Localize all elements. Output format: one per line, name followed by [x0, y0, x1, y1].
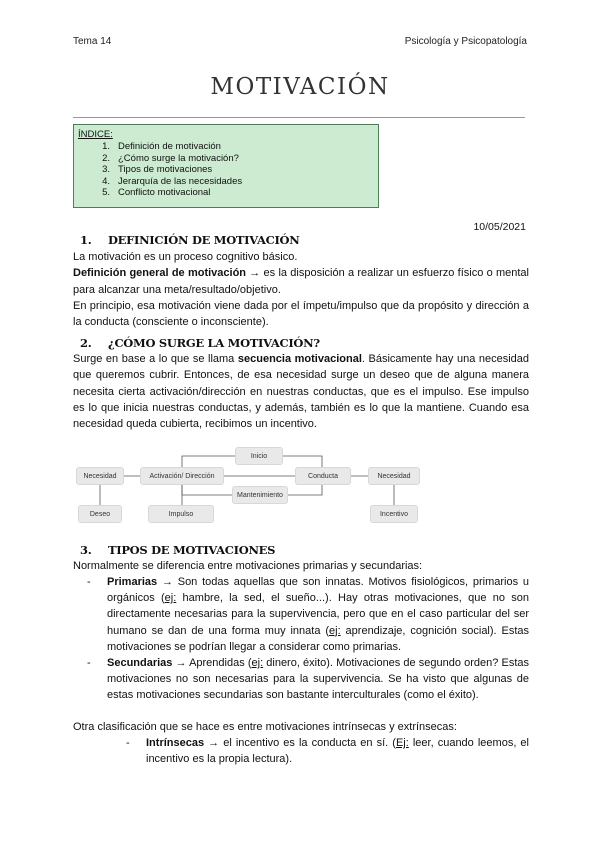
index-item: [78, 164, 378, 176]
index-item-number: 1.: [102, 141, 110, 152]
term-bold: secuencia motivacional: [237, 353, 362, 365]
list-item-primarias: - Primarias → Son todas aquellas que son innatas. Motivos fisiológicos, primarios u orgánicos (ej: hambre, la sed, el sueño...). Hay otras motivaciones, que no son directamente necesarias para la supervivencia, pero que en el caso particular del ser humano se dan de una forma muy innata (ej: aprendizaje, cognición social). Estas motivaciones se podrían llegar a considerar como primarias.: [87, 576, 530, 653]
section-3-heading: [80, 543, 275, 557]
node-incentivo: Incentivo: [370, 505, 418, 523]
item-text: → Son todas aquellas que son innatas. Motivos fisiológicos, primarios u orgánicos (: [107, 576, 529, 605]
paragraph: [73, 351, 529, 432]
document-date: 10/05/2021: [473, 221, 526, 233]
section-title: ¿CÓMO SURGE LA MOTIVACIÓN?: [108, 336, 320, 350]
node-necesidad: Necesidad: [76, 467, 124, 485]
index-item: [78, 141, 378, 153]
node-inicio: Inicio: [235, 447, 283, 465]
term-bold: Intrínsecas: [146, 737, 205, 749]
index-item: [78, 153, 378, 165]
index-item-text: Tipos de motivaciones: [118, 164, 213, 176]
example-marker: ej:: [164, 592, 177, 605]
term-bold: Primarias: [107, 576, 158, 588]
index-item: [78, 187, 378, 199]
motivational-sequence-diagram: [72, 443, 532, 531]
paragraph-text: . Básicamente hay una necesidad que queremos cubrir. Entonces, de esa necesidad surge un deseo que de alguna manera necesita cierta activación/dirección en nuestras conductas, que es el impulso. Ese impulso es lo que inicia nuestras conductas, y además, también es lo que la mantiene. Cuando esa necesidad queda cubierta, recibimos un incentivo.: [73, 353, 530, 431]
index-item-text: Conflicto motivacional: [118, 187, 211, 199]
diagram-connectors: [72, 443, 532, 531]
index-item-number: 4.: [102, 175, 110, 187]
example-marker: Ej:: [395, 737, 409, 749]
list-item-intrinsecas: - Intrínsecas → el incentivo es la conducta en sí. (Ej: leer, cuando leemos, el incentivo es la propia lectura).: [126, 737, 529, 766]
node-impulso: Impulso: [148, 505, 214, 523]
index-item-number: 2.: [102, 152, 110, 164]
item-text: dinero, éxito). Motivaciones de segundo orden? Estas motivaciones no son necesarias para la supervivencia. Se ha visto que algunas de estas motivaciones secundarias son bastante interculturales (como el éxito).: [107, 657, 530, 702]
index-item-number: 5.: [102, 187, 110, 199]
section-2-heading: [80, 336, 320, 350]
term-bold: Definición general de motivación: [73, 267, 247, 280]
section-3-other-classification: Otra clasificación que se hace es entre motivaciones intrínsecas y extrínsecas:: [73, 721, 457, 733]
section-title: TIPOS DE MOTIVACIONES: [108, 543, 276, 557]
paragraph: La motivación es un proceso cognitivo básico.: [73, 251, 298, 263]
index-box: [73, 124, 379, 208]
header-subject: Psicología y Psicopatología: [404, 36, 527, 47]
section-number: 2.: [80, 336, 92, 350]
paragraph-text: Surge en base a lo que se llama: [73, 353, 238, 365]
node-conducta: Conducta: [295, 467, 351, 485]
header-topic: Tema 14: [73, 36, 112, 47]
example-marker: ej:: [251, 657, 264, 670]
item-text: leer, cuando leemos, el incentivo es la propia lectura).: [146, 737, 529, 766]
page-title: MOTIVACIÓN: [210, 74, 390, 100]
section-number: 1.: [80, 233, 92, 247]
index-item-text: Definición de motivación: [118, 141, 221, 152]
index-item: [78, 176, 378, 188]
title-divider: [73, 117, 525, 118]
paragraph: En principio, esa motivación viene dada por el ímpetu/impulso que da propósito y dirección a la conducta (consciente o inconsciente).: [73, 299, 529, 329]
index-item-text: ¿Cómo surge la motivación?: [118, 152, 239, 164]
index-title: ÍNDICE:: [78, 129, 113, 140]
node-mantenimiento: Mantenimiento: [232, 486, 288, 504]
intrinsic-list: [126, 735, 529, 767]
node-necesidad-final: Necesidad: [368, 467, 420, 485]
section-title: DEFINICIÓN DE MOTIVACIÓN: [108, 233, 300, 247]
section-1-heading: [80, 233, 299, 247]
item-text: → el incentivo es la conducta en sí. (: [204, 737, 396, 749]
section-3-intro: Normalmente se diferencia entre motivaciones primarias y secundarias:: [73, 560, 423, 572]
item-text: hambre, la sed, el sueño...). Hay otras motivaciones, que no son directamente necesarias para la supervivencia, pero que en el caso particular del ser humano se dan de una forma muy innata (: [107, 592, 529, 637]
paragraph: [73, 265, 529, 298]
node-deseo: Deseo: [78, 505, 122, 523]
index-item-number: 3.: [102, 164, 110, 176]
section-2-body: [73, 351, 529, 432]
section-number: 3.: [80, 543, 92, 557]
term-bold: Secundarias: [107, 657, 173, 670]
paragraph-text: → es la disposición a realizar un esfuerzo físico o mental para alcanzar una meta/resultado/objetivo.: [73, 267, 529, 296]
node-activacion-direccion: Activación/ Dirección: [140, 467, 224, 485]
motivation-types-list: [87, 574, 529, 704]
section-1-body: [73, 249, 529, 330]
example-marker: ej:: [329, 624, 341, 637]
list-item-secundarias: - Secundarias → Aprendidas (ej: dinero, éxito). Motivaciones de segundo orden? Estas motivaciones no son necesarias para la supervivencia. Se ha visto que algunas de estas motivaciones secundarias son bastante interculturales (como el éxito).: [87, 657, 530, 702]
item-text: → Aprendidas (: [172, 657, 252, 670]
index-item-text: Jerarquía de las necesidades: [118, 175, 243, 187]
item-text: aprendizaje, cognición social). Estas motivaciones se podrían llegar a considerar como primarias.: [107, 624, 530, 653]
